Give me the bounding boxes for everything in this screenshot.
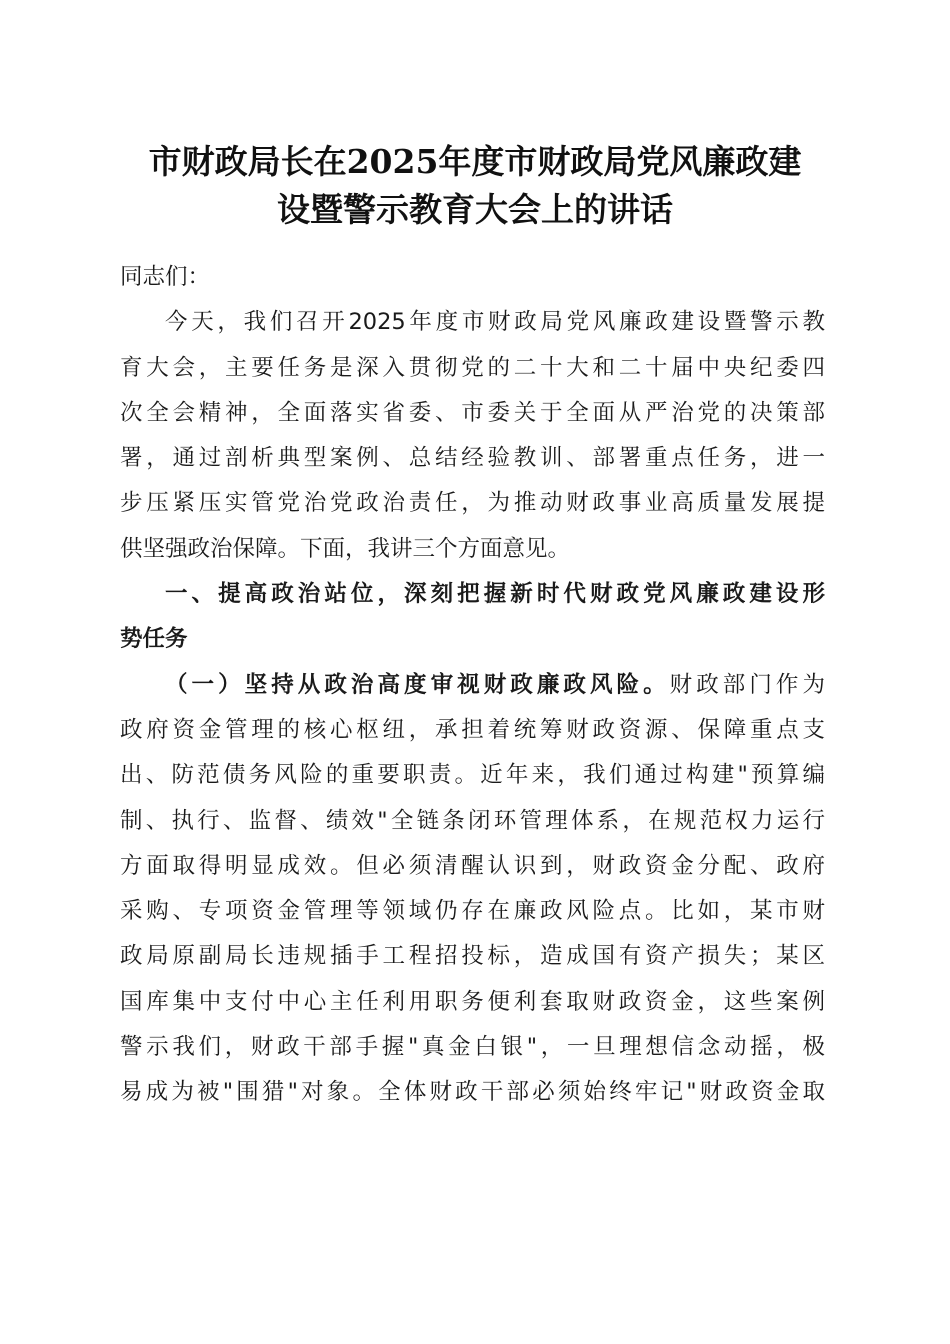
intro-line-5: 步压紧压实管党治党政治责任，为推动财政事业高质量发展提 (120, 490, 825, 517)
section-1-heading-line-2: 势任务 (120, 626, 188, 653)
subsection-1-line-1 (120, 663, 825, 708)
document-body (120, 255, 825, 1116)
subsection-1-line-8: 国库集中支付中心主任利用职务便利套取财政资金，这些案例 (120, 988, 825, 1015)
intro-paragraph (120, 300, 825, 572)
intro-line-3: 次全会精神，全面落实省委、市委关于全面从严治党的决策部 (120, 399, 825, 426)
subsection-1-line-5: 方面取得明显成效。但必须清醒认识到，财政资金分配、政府 (120, 852, 825, 879)
subsection-1-line-2: 政府资金管理的核心枢纽，承担着统筹财政资源、保障重点支 (120, 716, 825, 743)
section-1-heading (120, 572, 825, 663)
intro-line-4: 署，通过剖析典型案例、总结经验教训、部署重点任务，进一 (120, 445, 825, 472)
subsection-1-line-4: 制、执行、监督、绩效"全链条闭环管理体系，在规范权力运行 (120, 807, 825, 834)
subsection-1-line-1-rest: 财政部门作为 (669, 671, 825, 698)
intro-line-1: 今天，我们召开2025年度市财政局党风廉政建设暨警示教 (165, 309, 825, 336)
title-line-2: 设暨警示教育大会上的讲话 (277, 190, 673, 229)
intro-line-2: 育大会，主要任务是深入贯彻党的二十大和二十届中央纪委四 (120, 354, 825, 381)
document-title (110, 138, 840, 234)
section-1-heading-line-1: 一、提高政治站位，深刻把握新时代财政党风廉政建设形 (165, 581, 825, 608)
intro-line-6: 供坚强政治保障。下面，我讲三个方面意见。 (120, 535, 571, 562)
subsection-1-line-9: 警示我们，财政干部手握"真金白银"，一旦理想信念动摇，极 (120, 1034, 825, 1061)
subsection-1-line-7: 政局原副局长违规插手工程招投标，造成国有资产损失；某区 (120, 943, 825, 970)
subsection-1-paragraph (120, 663, 825, 1116)
subsection-1-line-3: 出、防范债务风险的重要职责。近年来，我们通过构建"预算编 (120, 762, 825, 789)
salutation: 同志们： (120, 264, 211, 290)
subsection-1-line-6: 采购、专项资金管理等领域仍存在廉政风险点。比如，某市财 (120, 898, 825, 925)
title-line-1: 市财政局长在2025年度市财政局党风廉政建 (148, 142, 802, 181)
subsection-1-heading: （一）坚持从政治高度审视财政廉政风险。 (165, 671, 670, 698)
subsection-1-line-10: 易成为被"围猎"对象。全体财政干部必须始终牢记"财政资金取 (120, 1079, 825, 1106)
